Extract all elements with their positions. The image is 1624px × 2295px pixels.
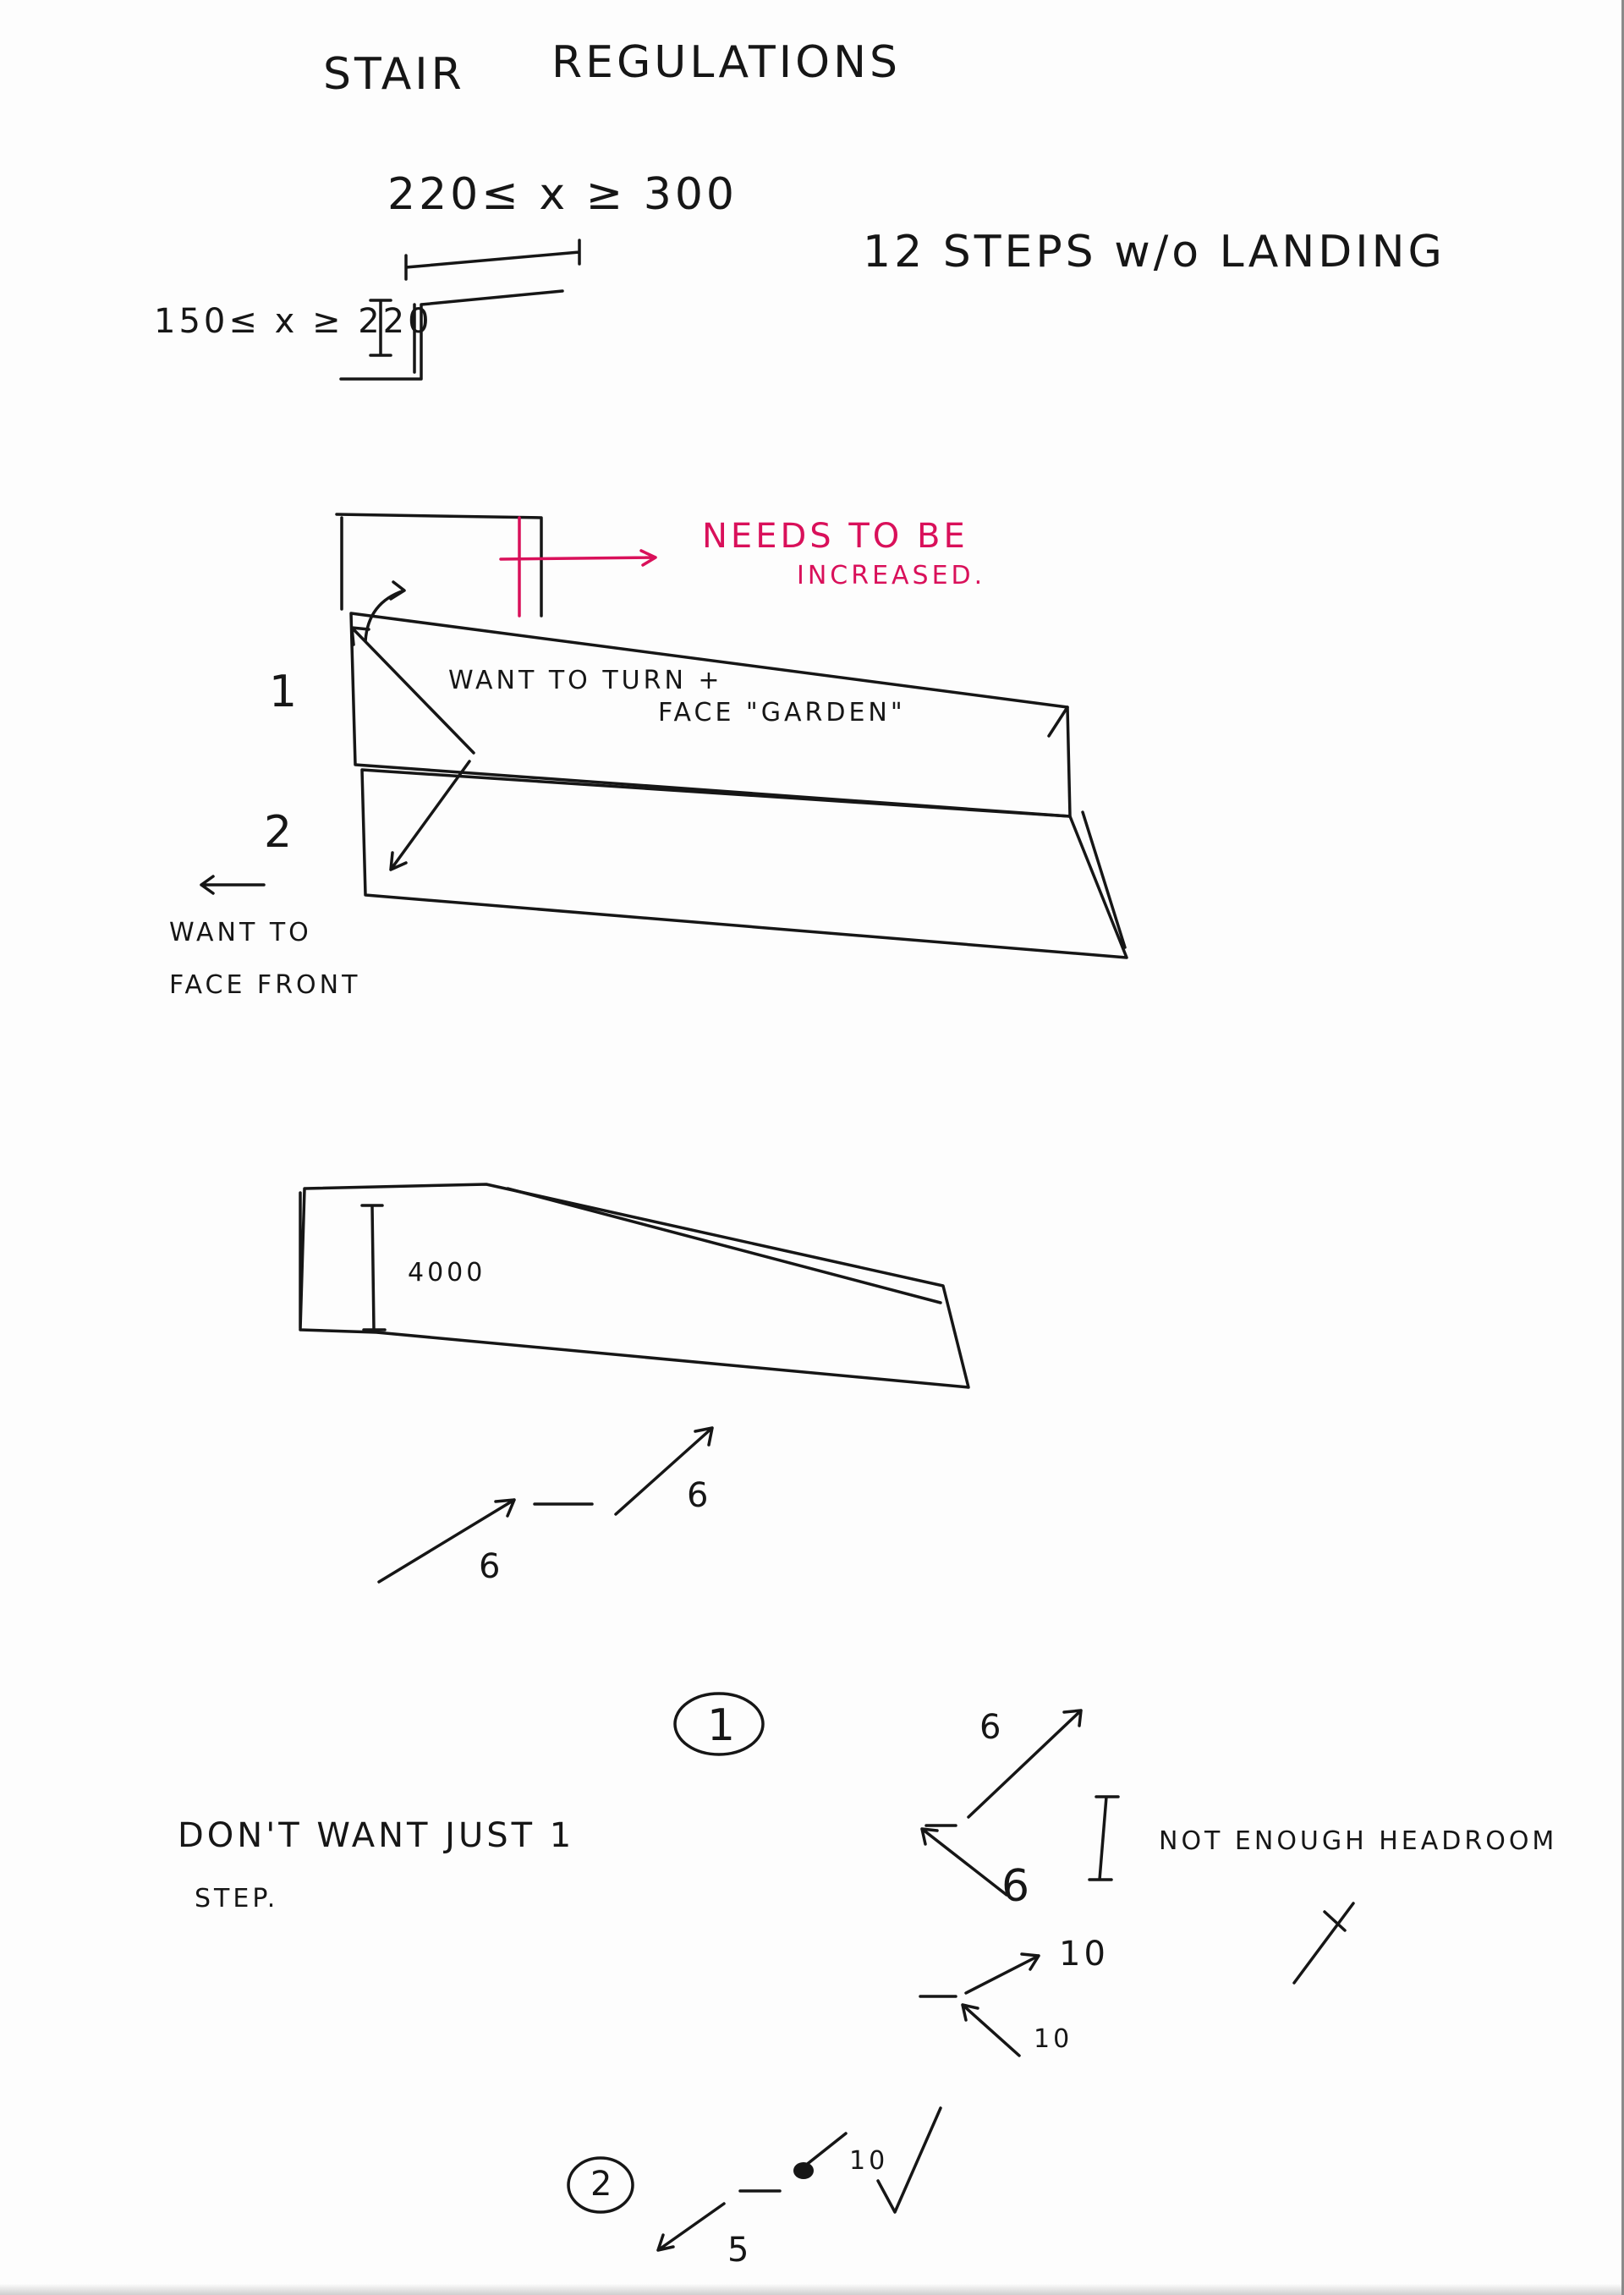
dimension-4000-label: 4000 (408, 1258, 486, 1288)
option-1-run-down (963, 2005, 1019, 2056)
option-1-number: 1 (707, 1700, 739, 1751)
title-regulations: REGULATIONS (551, 37, 901, 88)
option-1-note-line-1: DON'T WANT JUST 1 (178, 1816, 575, 1855)
option-1-run-upper-count: 10 (1059, 1935, 1109, 1974)
flight-2-label: 2 (264, 807, 296, 858)
stair-slope-line (508, 1189, 941, 1303)
run-left-count: 6 (479, 1547, 504, 1586)
turn-note-line-1: WANT TO TURN + (448, 666, 723, 695)
red-pointer-arrow (501, 551, 656, 565)
straight-stair-outline (300, 1184, 968, 1387)
option-1-lower-run (922, 1829, 1007, 1895)
option-1-run-lower-count: 10 (1034, 2024, 1073, 2054)
flight-end-stroke (1049, 707, 1067, 736)
flight-1-label: 1 (269, 667, 301, 717)
stair-landing-box (337, 514, 541, 616)
red-note-line-2: INCREASED. (797, 561, 986, 590)
option-1-run-top-count: 6 (979, 1708, 1005, 1747)
option-1-note-line-2: STEP. (195, 1884, 279, 1913)
option-2-number: 2 (590, 2165, 616, 2204)
dimension-4000-line (362, 1205, 385, 1330)
red-note-line-1: NEEDS TO BE (702, 517, 968, 556)
tread-dimension-line (406, 240, 579, 279)
option-2-lower-run (658, 2204, 724, 2250)
headroom-i-mark (1089, 1797, 1118, 1880)
option-2-ink-blot (793, 2162, 814, 2179)
flight-2-outline (362, 770, 1127, 958)
option-1-run-bottom-count: 6 (1001, 1861, 1034, 1912)
option-2-run-lower-count: 5 (727, 2231, 753, 2270)
front-note-line-1: WANT TO (169, 918, 312, 947)
option-2-run-upper-count: 10 (849, 2146, 889, 2176)
turn-arrow (365, 582, 404, 641)
run-right-count: 6 (687, 1476, 712, 1515)
front-arrow (201, 876, 264, 893)
tread-rule: 220≤ x ≥ 300 (387, 169, 738, 220)
headroom-note: NOT ENOUGH HEADROOM (1159, 1826, 1558, 1856)
turn-note-line-2: FACE "GARDEN" (658, 698, 906, 727)
riser-rule: 150≤ x ≥ 220 (154, 302, 433, 341)
front-note-line-2: FACE FRONT (169, 970, 361, 1000)
option-1-run-up (966, 1954, 1039, 1993)
arrow-to-flight-2 (391, 761, 469, 870)
reject-cross-mark (1294, 1903, 1353, 1983)
steps-note: 12 STEPS w/o LANDING (863, 227, 1446, 277)
title-stair: STAIR (323, 49, 465, 100)
